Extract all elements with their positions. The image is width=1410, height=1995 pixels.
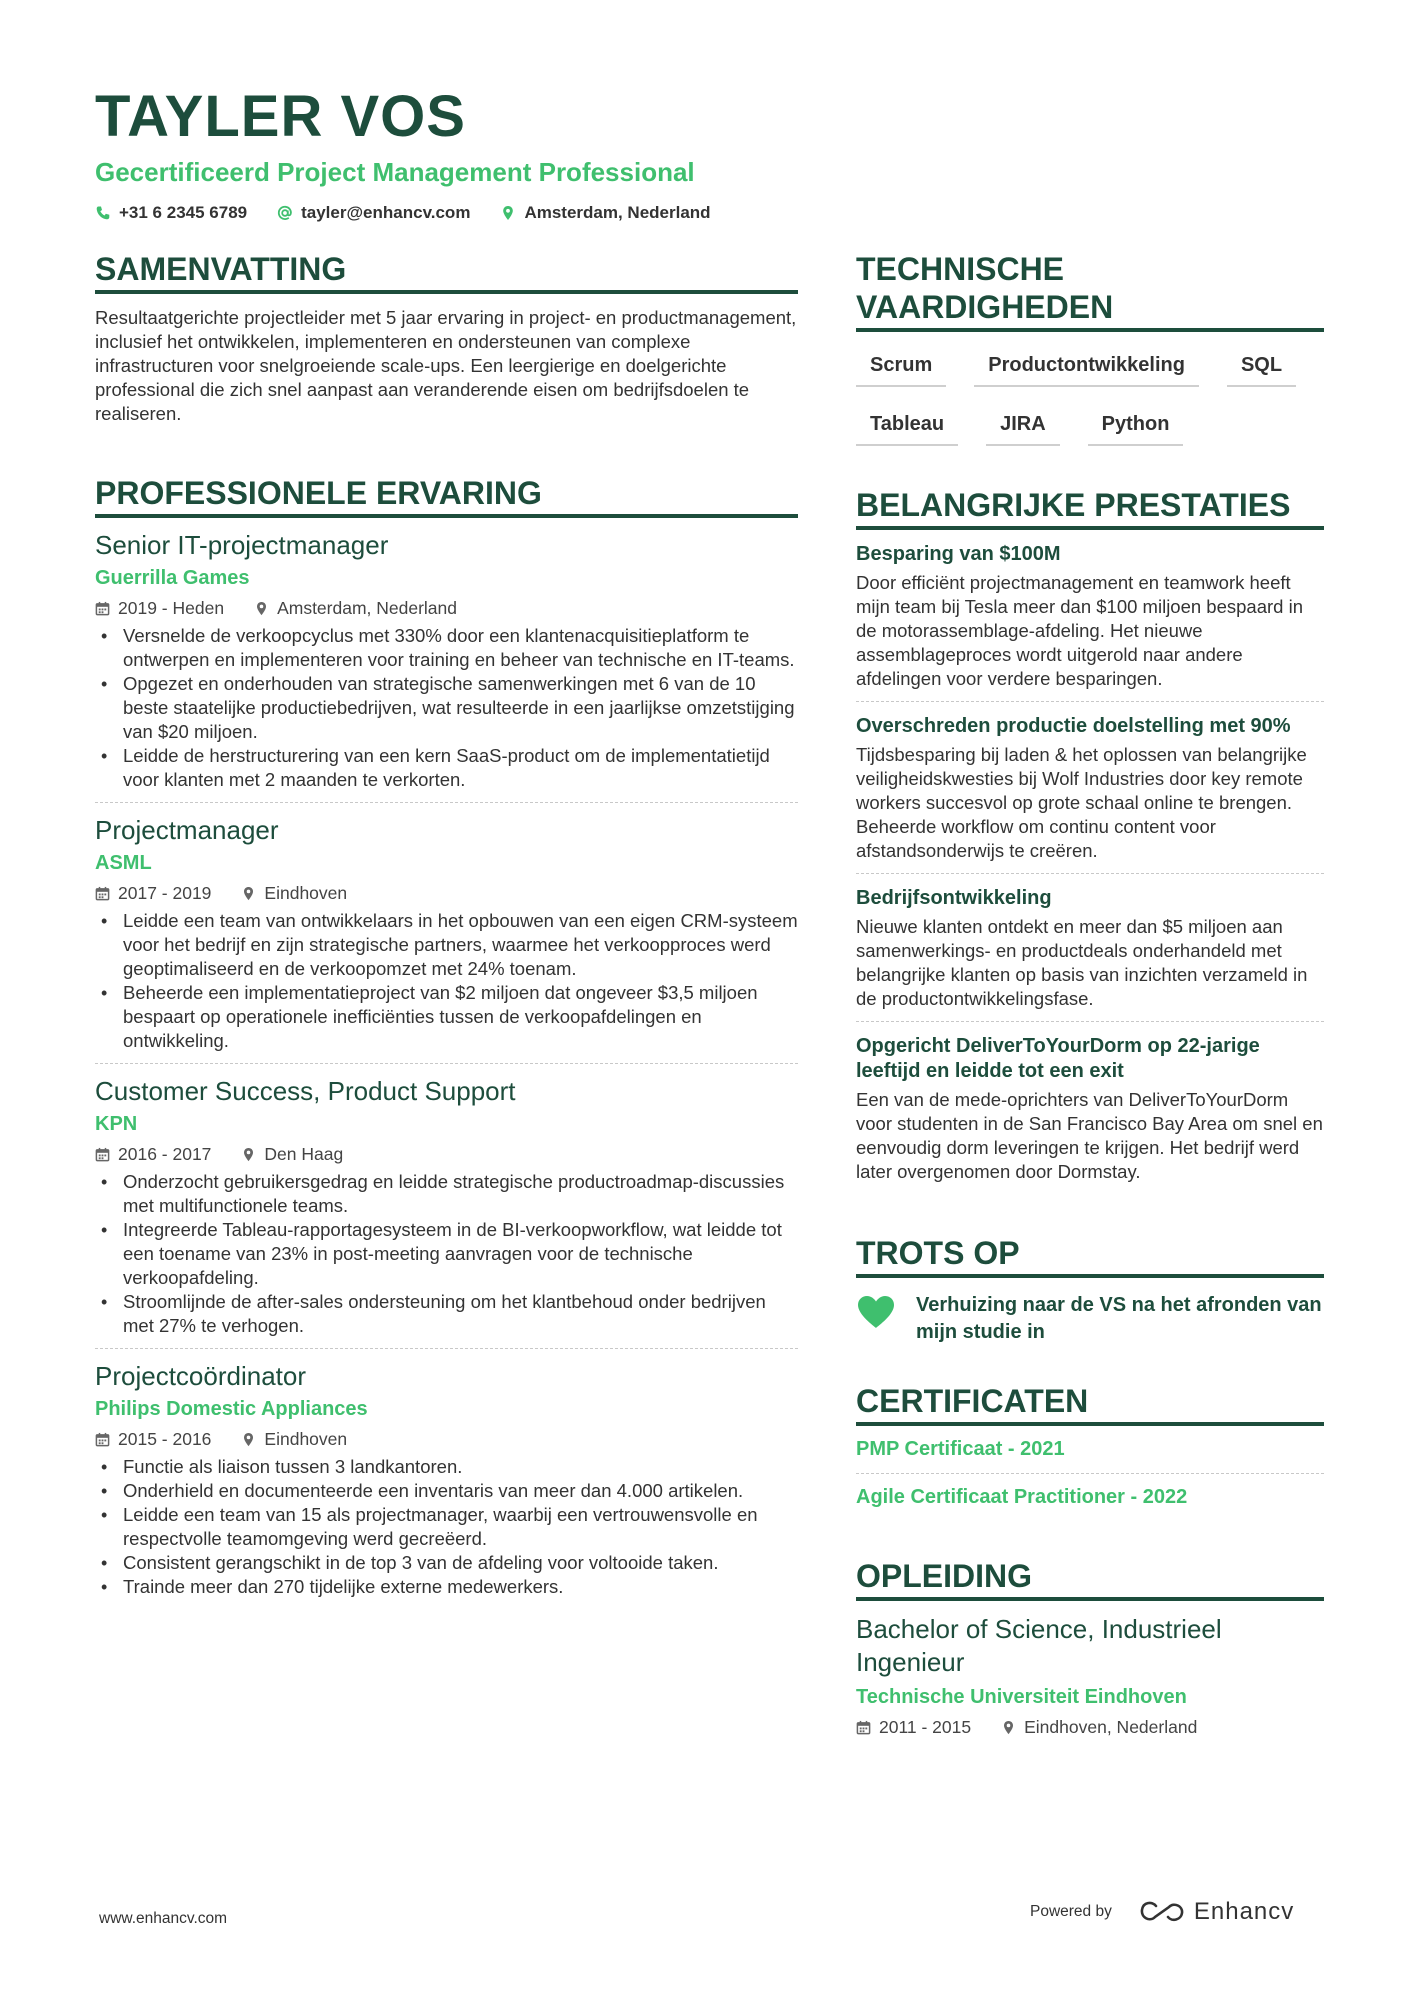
job-title: Customer Success, Product Support: [95, 1076, 516, 1106]
job-bullet: • Onderhield en documenteerde een inventaris van meer dan 4.000 artikelen.: [95, 1479, 798, 1503]
calendar-icon: [95, 1432, 110, 1447]
enhancv-logo[interactable]: [1138, 1898, 1294, 1926]
job-bullet: • Versnelde de verkoopcyclus met 330% door een klantenacquisitieplatform te ontwerpen en implementeren voor training en beheer van technische en IT-teams.: [95, 624, 798, 672]
skill-tag: Tableau: [856, 409, 958, 446]
job-location: [241, 1427, 347, 1451]
location-pin-icon: [241, 1432, 256, 1447]
education-dates-text: 2011 - 2015: [879, 1717, 972, 1737]
achievements-heading: BELANGRIJKE PRESTATIES: [856, 486, 1324, 530]
job-bullet: • Leidde een team van ontwikkelaars in het opbouwen van een eigen CRM-systeem voor het bedrijf en zijn strategische partners, waarmee het verkoopproces werd geoptimaliseerd en de verkoopomzet met 24% toenam.: [95, 909, 798, 981]
resume-header: [95, 85, 1325, 223]
proud-item: [856, 1292, 1324, 1346]
job-location: [254, 596, 457, 620]
job-title: Senior IT-projectmanager: [95, 530, 389, 560]
achievement-item: [856, 874, 1324, 1022]
job-company: Guerrilla Games: [95, 567, 250, 589]
job-company: KPN: [95, 1113, 138, 1135]
contact-phone: [95, 203, 247, 223]
enhancv-logo-icon: [1138, 1898, 1186, 1926]
location-pin-icon: [1001, 1720, 1016, 1735]
proud-section: [856, 1234, 1324, 1346]
education-location: [1001, 1715, 1197, 1739]
education-degree: Bachelor of Science, Industrieel Ingenieur: [856, 1614, 1222, 1677]
job-bullets: [95, 909, 798, 1053]
education-section: [856, 1557, 1324, 1739]
job-entry: [95, 803, 798, 1064]
achievement-item: [856, 702, 1324, 874]
calendar-icon: [95, 601, 110, 616]
contact-email[interactable]: [277, 203, 470, 223]
powered-by-text: Powered by: [1030, 1903, 1112, 1920]
job-bullet: • Opgezet en onderhouden van strategische samenwerkingen met 6 van de 10 beste staatelijke productiebedrijven, wat resulteerde in een jaarlijkse omzetstijging van $20 miljoen.: [95, 672, 798, 744]
job-bullet: • Stroomlijnde de after-sales ondersteuning om het klantbehoud onder bedrijven met 27% te verhogen.: [95, 1290, 798, 1338]
skills-section: [856, 250, 1324, 446]
achievement-title: Overschreden productie doelstelling met 90%: [856, 715, 1291, 737]
summary-heading: SAMENVATTING: [95, 250, 798, 294]
education-location-text: Eindhoven, Nederland: [1024, 1717, 1198, 1737]
education-dates: [856, 1715, 971, 1739]
job-entry: [95, 518, 798, 803]
certificates-section: [856, 1382, 1324, 1521]
job-bullet: • Onderzocht gebruikersgedrag en leidde strategische productroadmap-discussies met multifunctionele teams.: [95, 1170, 798, 1218]
job-bullet: • Leidde een team van 15 als projectmanager, waarbij een vertrouwensvolle en respectvolle teamomgeving werd gecreëerd.: [95, 1503, 798, 1551]
summary-section: [95, 250, 798, 426]
job-meta: [95, 1427, 798, 1451]
footer-branding: [1030, 1898, 1294, 1926]
job-location-text: Eindhoven: [264, 883, 348, 903]
footer-website[interactable]: www.enhancv.com: [99, 1910, 228, 1927]
achievement-title: Opgericht DeliverToYourDorm op 22-jarige leeftijd en leidde tot een exit: [856, 1035, 1260, 1082]
job-bullet: • Beheerde een implementatieproject van $2 miljoen dat ongeveer $3,5 miljoen bespaart op operationele inefficiënties tussen de verkoopafdelingen en ontwikkeling.: [95, 981, 798, 1053]
skill-tag: Scrum: [856, 350, 946, 387]
achievement-description: Nieuwe klanten ontdekt en meer dan $5 miljoen aan samenwerkings- en productdeals onderhandeld met belangrijke klanten op basis van inzichten verzameld in de productontwikkelingsfase.: [856, 916, 1308, 1009]
skills-list: [856, 350, 1324, 446]
job-dates: [95, 1427, 211, 1451]
left-column: [95, 250, 798, 1645]
experience-section: [95, 474, 798, 1609]
job-location-text: Amsterdam, Nederland: [277, 598, 458, 618]
job-dates: [95, 881, 211, 905]
skill-tag: Python: [1088, 409, 1184, 446]
job-dates: [95, 596, 224, 620]
job-bullet: • Trainde meer dan 270 tijdelijke externe medewerkers.: [95, 1575, 798, 1599]
location-pin-icon: [500, 205, 516, 221]
job-meta: [95, 881, 798, 905]
proud-text: Verhuizing naar de VS na het afronden van mijn studie in: [916, 1294, 1322, 1343]
job-bullet: • Functie als liaison tussen 3 landkantoren.: [95, 1455, 798, 1479]
location-pin-icon: [241, 886, 256, 901]
calendar-icon: [95, 1147, 110, 1162]
certificate-item: Agile Certificaat Practitioner - 2022: [856, 1486, 1188, 1508]
contact-bar: [95, 203, 1325, 223]
achievement-description: Een van de mede-oprichters van DeliverToYourDorm voor studenten in de San Francisco Bay Area om snel en eenvoudig dorm leveringen te krijgen. Het bedrijf werd later overgenomen door Dormstay.: [856, 1089, 1323, 1182]
skill-tag: JIRA: [986, 409, 1060, 446]
at-icon: [277, 205, 293, 221]
experience-heading: PROFESSIONELE ERVARING: [95, 474, 798, 518]
achievement-title: Besparing van $100M: [856, 543, 1061, 565]
skill-tag: SQL: [1227, 350, 1296, 387]
job-bullets: [95, 1455, 798, 1599]
job-meta: [95, 1142, 798, 1166]
education-school: Technische Universiteit Eindhoven: [856, 1686, 1187, 1708]
location-pin-icon: [241, 1147, 256, 1162]
job-bullet: • Leidde de herstructurering van een kern SaaS-product om de implementatietijd voor klanten met 2 maanden te verkorten.: [95, 744, 798, 792]
skill-tag: Productontwikkeling: [974, 350, 1199, 387]
achievement-description: Door efficiënt projectmanagement en teamwork heeft mijn team bij Tesla meer dan $100 miljoen bespaard in de motorassemblage-afdeling. Het nieuwe assemblageproces wordt uitgerold naar andere afdelingen voor verdere besparingen.: [856, 572, 1303, 689]
job-dates-text: 2019 - Heden: [118, 598, 225, 618]
job-title: Projectmanager: [95, 815, 279, 845]
achievement-item: [856, 1022, 1324, 1194]
job-dates-text: 2017 - 2019: [118, 883, 212, 903]
location-pin-icon: [254, 601, 269, 616]
job-entry: [95, 1064, 798, 1349]
achievement-item: [856, 530, 1324, 702]
achievement-title: Bedrijfsontwikkeling: [856, 887, 1052, 909]
education-heading: OPLEIDING: [856, 1557, 1324, 1601]
job-bullets: [95, 624, 798, 792]
certificates-heading: CERTIFICATEN: [856, 1382, 1324, 1426]
contact-location: [500, 203, 710, 223]
job-location: [241, 881, 347, 905]
skills-heading: TECHNISCHE VAARDIGHEDEN: [856, 250, 1324, 332]
achievements-section: [856, 486, 1324, 1194]
job-bullet: • Integreerde Tableau-rapportagesysteem in de BI-verkoopworkflow, wat leidde tot een toename van 23% in post-meeting aanvragen voor de technische verkoopafdeling.: [95, 1218, 798, 1290]
calendar-icon: [95, 886, 110, 901]
email-text[interactable]: tayler@enhancv.com: [301, 203, 471, 222]
summary-text: Resultaatgerichte projectleider met 5 jaar ervaring in project- en productmanagement, inclusief het ontwikkelen, implementeren en ondersteunen van complexe infrastructuren voor snelgroeiende scale-ups. Een leergierige en doelgerichte professional die zich snel aanpast aan veranderende eisen om bedrijfsdoelen te realiseren.: [95, 307, 797, 424]
achievement-description: Tijdsbesparing bij laden & het oplossen van belangrijke veiligheidskwesties bij Wolf Industries door key remote workers succesvol op grote schaal online te brengen. Beheerde workflow om continu content voor afstandsonderwijs te creëren.: [856, 744, 1307, 861]
job-meta: [95, 596, 798, 620]
job-dates: [95, 1142, 211, 1166]
candidate-name: TAYLER VOS: [95, 84, 466, 149]
proud-heading: TROTS OP: [856, 1234, 1324, 1278]
job-dates-text: 2015 - 2016: [118, 1429, 212, 1449]
location-text: Amsterdam, Nederland: [524, 203, 711, 222]
certificate-item: PMP Certificaat - 2021: [856, 1426, 1324, 1474]
job-company: Philips Domestic Appliances: [95, 1398, 368, 1420]
candidate-title: Gecertificeerd Project Management Professional: [95, 157, 695, 187]
job-entry: [95, 1349, 798, 1609]
job-location-text: Den Haag: [264, 1144, 344, 1164]
job-location-text: Eindhoven: [264, 1429, 348, 1449]
job-title: Projectcoördinator: [95, 1361, 306, 1391]
job-location: [241, 1142, 343, 1166]
education-meta: [856, 1715, 1324, 1739]
right-column: [856, 250, 1324, 1775]
job-bullet: • Consistent gerangschikt in de top 3 van de afdeling voor voltooide taken.: [95, 1551, 798, 1575]
job-bullets: [95, 1170, 798, 1338]
phone-icon: [95, 205, 111, 221]
phone-text: +31 6 2345 6789: [119, 203, 248, 222]
calendar-icon: [856, 1720, 871, 1735]
job-dates-text: 2016 - 2017: [118, 1144, 212, 1164]
job-company: ASML: [95, 852, 152, 874]
enhancv-logo-text: Enhancv: [1193, 1898, 1295, 1925]
heart-icon: [856, 1294, 896, 1330]
